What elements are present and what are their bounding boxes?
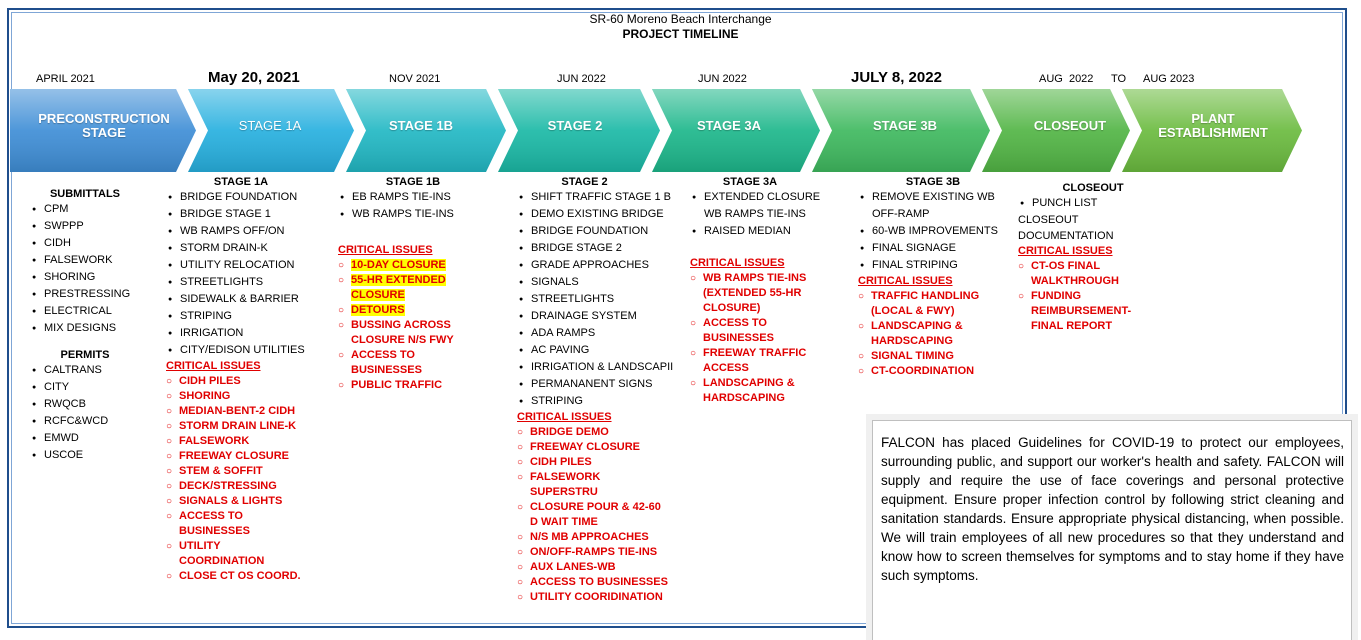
list-item: ○ LANDSCAPING & HARDSCAPING bbox=[858, 319, 988, 349]
list-item: ● FINAL STRIPING bbox=[858, 257, 998, 274]
list-item: ● SIDEWALK & BARRIER bbox=[166, 291, 326, 308]
stage-label-line: STAGE 3B bbox=[872, 118, 938, 133]
stage-label-line: PLANT bbox=[1191, 111, 1235, 126]
list-item: ● SHORING bbox=[30, 269, 170, 286]
date-july-8-2022: JULY 8, 2022 bbox=[851, 69, 942, 86]
list-item: ● IRRIGATION bbox=[166, 325, 326, 342]
permits-title: PERMITS bbox=[60, 349, 110, 361]
date-nov-2021: NOV 2021 bbox=[389, 73, 441, 85]
stage-label-2 bbox=[510, 119, 640, 133]
list-item: ○ ACCESS TO BUSINESSES bbox=[166, 509, 301, 539]
stage-2-critical-list bbox=[517, 425, 669, 605]
column-stage-1b bbox=[338, 176, 498, 393]
list-item: ○ FREEWAY CLOSURE bbox=[166, 449, 301, 464]
covid-note-text: FALCON has placed Guidelines for COVID-19 to protect our employees, surrounding public, and support our worker's health and safety. FALCON will supply and require the use of face coverings and personal protective equipment. Ensure proper infection control by following strict cleaning and sanitation standards. Ensure appropriate physical distancing, when possible. We will train employees of all new procedures so that they understand and know how to screen themselves for symptoms and to stay home if they have such symptoms. bbox=[881, 435, 1344, 583]
date-to: TO bbox=[1111, 73, 1127, 85]
list-item: ○ FREEWAY CLOSURE bbox=[517, 440, 669, 455]
list-item: ○ MEDIAN-BENT-2 CIDH bbox=[166, 404, 301, 419]
list-item: ● STRIPING bbox=[166, 308, 326, 325]
list-item: ○ STORM DRAIN LINE-K bbox=[166, 419, 301, 434]
stage-label-line: STAGE 1B bbox=[388, 118, 454, 133]
list-item: ○ BRIDGE DEMO bbox=[517, 425, 669, 440]
list-item: ● SIGNALS bbox=[517, 274, 677, 291]
list-item: ● 60-WB IMPROVEMENTS bbox=[858, 223, 998, 240]
list-item: ● SWPPP bbox=[30, 218, 170, 235]
list-item: ● BRIDGE STAGE 2 bbox=[517, 240, 677, 257]
project-name: SR-60 Moreno Beach Interchange bbox=[589, 12, 772, 26]
permits-list bbox=[30, 362, 170, 464]
list-item: ○ WB RAMPS TIE-INS (EXTENDED 55-HR CLOSURE) bbox=[690, 271, 820, 316]
list-item: ○ ACCESS TO BUSINESSES bbox=[517, 575, 669, 590]
list-item: ● EB RAMPS TIE-INS bbox=[338, 189, 498, 206]
stage-label-line: ESTABLISHMENT bbox=[1158, 125, 1268, 140]
stage-1a-title: STAGE 1A bbox=[213, 176, 269, 188]
list-item: ● RWQCB bbox=[30, 396, 170, 413]
list-item: ● CALTRANS bbox=[30, 362, 170, 379]
stage-label-line: STAGE 3A bbox=[696, 118, 762, 133]
column-stage-3b bbox=[858, 176, 1018, 379]
list-item: ● RCFC&WCD bbox=[30, 413, 170, 430]
submittals-title: SUBMITTALS bbox=[49, 188, 121, 200]
list-item: ○ CT-OS FINAL WALKTHROUGH bbox=[1018, 259, 1128, 289]
stage-label-preconstruction bbox=[14, 112, 194, 140]
stage-3b-title: STAGE 3B bbox=[905, 176, 961, 188]
stage-label-1b bbox=[356, 119, 486, 133]
stage-label-line: STAGE bbox=[82, 125, 126, 140]
list-item bbox=[338, 303, 453, 318]
date-may-20-2021: May 20, 2021 bbox=[208, 69, 300, 86]
list-item: ● ADA RAMPS bbox=[517, 325, 677, 342]
stage-1b-list bbox=[338, 189, 498, 223]
submittals-list bbox=[30, 201, 170, 337]
list-item: ○ SHORING bbox=[166, 389, 301, 404]
list-item: ● CITY bbox=[30, 379, 170, 396]
list-item: ○ FALSEWORK bbox=[166, 434, 301, 449]
list-item: ○ DECK/STRESSING bbox=[166, 479, 301, 494]
column-stage-2 bbox=[517, 176, 677, 605]
list-item: ○ ACCESS TO BUSINESSES bbox=[690, 316, 820, 346]
column-preconstruction bbox=[30, 188, 170, 464]
stage-1b-title: STAGE 1B bbox=[385, 176, 441, 188]
stage-3a-list bbox=[690, 189, 840, 240]
stage-3a-critical-list bbox=[690, 271, 820, 406]
list-item: ○ UTILITY COORIDINATION bbox=[517, 590, 669, 605]
list-item: ○ CIDH PILES bbox=[166, 374, 301, 389]
stage-1a-critical-list bbox=[166, 374, 301, 569]
list-item: ● REMOVE EXISTING WB OFF-RAMP bbox=[858, 189, 998, 223]
list-item: ○ ON/OFF-RAMPS TIE-INS bbox=[517, 545, 669, 560]
list-item: ● EXTENDED CLOSURE WB RAMPS TIE-INS bbox=[690, 189, 840, 223]
stage-label-plant bbox=[1143, 112, 1283, 140]
list-item: ● PRESTRESSING bbox=[30, 286, 170, 303]
list-item: ● ELECTRICAL bbox=[30, 303, 170, 320]
list-item: ● CIDH bbox=[30, 235, 170, 252]
list-item: ○ FUNDING REIMBURSEMENT-FINAL REPORT bbox=[1018, 289, 1128, 334]
list-item: ○ BUSSING ACROSS CLOSURE N/S FWY bbox=[338, 318, 468, 348]
date-aug-2023: AUG 2023 bbox=[1143, 73, 1195, 85]
stage-3b-critical-list bbox=[858, 289, 988, 379]
list-item: ● SHIFT TRAFFIC STAGE 1 B bbox=[517, 189, 677, 206]
list-item: ○ CT-COORDINATION bbox=[858, 364, 988, 379]
highlighted-text: 55-HR EXTENDED CLOSURE bbox=[351, 274, 446, 301]
list-item: ● STREETLIGHTS bbox=[517, 291, 677, 308]
list-item: ○ ACCESS TO BUSINESSES bbox=[338, 348, 468, 378]
column-stage-3a bbox=[690, 176, 850, 406]
stage-2-list bbox=[517, 189, 677, 410]
stage-label-line: CLOSEOUT bbox=[1033, 118, 1107, 133]
stage-label-line: STAGE 1A bbox=[238, 118, 302, 133]
list-item: ● BRIDGE FOUNDATION bbox=[517, 223, 677, 240]
stage-label-closeout bbox=[1005, 119, 1135, 133]
closeout-plain-list bbox=[1018, 212, 1168, 244]
date-jun-2022-a: JUN 2022 bbox=[557, 73, 606, 85]
list-item: ● WB RAMPS OFF/ON bbox=[166, 223, 326, 240]
stage-3a-critical-title: CRITICAL ISSUES bbox=[690, 257, 785, 269]
stage-1a-list bbox=[166, 189, 326, 359]
list-item: ● PERMANANENT SIGNS bbox=[517, 376, 677, 393]
closeout-critical-list bbox=[1018, 259, 1132, 334]
list-item: ● BRIDGE FOUNDATION bbox=[166, 189, 326, 206]
list-item: ● DEMO EXISTING BRIDGE bbox=[517, 206, 677, 223]
closeout-title: CLOSEOUT bbox=[1062, 182, 1124, 194]
list-item: ● UTILITY RELOCATION bbox=[166, 257, 326, 274]
list-item: ● FALSEWORK bbox=[30, 252, 170, 269]
list-item: ● USCOE bbox=[30, 447, 170, 464]
stage-1b-critical-highlighted bbox=[338, 258, 453, 318]
list-item bbox=[338, 273, 453, 303]
date-april-2021: APRIL 2021 bbox=[36, 73, 95, 85]
stage-1b-critical-title: CRITICAL ISSUES bbox=[338, 244, 433, 256]
list-item: CLOSEOUT bbox=[1018, 214, 1079, 226]
list-item: ○ UTILITY COORDINATION bbox=[166, 539, 301, 569]
stage-3b-list bbox=[858, 189, 998, 274]
stage-1b-critical-list bbox=[338, 318, 468, 393]
stage-1a-critical-list-tail bbox=[166, 569, 326, 584]
page-title: PROJECT TIMELINE bbox=[622, 27, 739, 41]
list-item: ○ CLOSURE POUR & 42-60 D WAIT TIME bbox=[517, 500, 669, 530]
closeout-critical-title: CRITICAL ISSUES bbox=[1018, 245, 1113, 257]
list-item: ● EMWD bbox=[30, 430, 170, 447]
list-item: ● BRIDGE STAGE 1 bbox=[166, 206, 326, 223]
stage-label-3a bbox=[664, 119, 794, 133]
column-stage-1a bbox=[166, 176, 326, 584]
list-item: ○ SIGNAL TIMING bbox=[858, 349, 988, 364]
stage-3b-critical-title: CRITICAL ISSUES bbox=[858, 275, 953, 287]
stage-1a-critical-title: CRITICAL ISSUES bbox=[166, 360, 261, 372]
stage-2-critical-title: CRITICAL ISSUES bbox=[517, 411, 612, 423]
list-item: ○ FALSEWORK SUPERSTRU bbox=[517, 470, 669, 500]
list-item: ● STRIPING bbox=[517, 393, 677, 410]
highlighted-text: 10-DAY CLOSURE bbox=[351, 259, 446, 271]
list-item: ○ PUBLIC TRAFFIC bbox=[338, 378, 468, 393]
list-item: ○ FREEWAY TRAFFIC ACCESS bbox=[690, 346, 820, 376]
list-item: ● PUNCH LIST bbox=[1018, 195, 1168, 212]
list-item: ○ STEM & SOFFIT bbox=[166, 464, 301, 479]
list-item: ● GRADE APPROACHES bbox=[517, 257, 677, 274]
list-item: ● WB RAMPS TIE-INS bbox=[338, 206, 498, 223]
date-jun-2022-b: JUN 2022 bbox=[698, 73, 747, 85]
list-item: ● DRAINAGE SYSTEM bbox=[517, 308, 677, 325]
list-item: ● AC PAVING bbox=[517, 342, 677, 359]
stage-label-line: STAGE 2 bbox=[547, 118, 603, 133]
list-item: ○ CIDH PILES bbox=[517, 455, 669, 470]
list-item: ● IRRIGATION & LANDSCAPII bbox=[517, 359, 677, 376]
list-item: ● MIX DESIGNS bbox=[30, 320, 170, 337]
list-item: ● CITY/EDISON UTILITIES bbox=[166, 342, 326, 359]
list-item: ● STORM DRAIN-K bbox=[166, 240, 326, 257]
covid-note-box bbox=[872, 420, 1352, 640]
stage-2-title: STAGE 2 bbox=[561, 176, 608, 188]
date-aug-2022: AUG 2022 bbox=[1039, 73, 1094, 85]
list-item: ● STREETLIGHTS bbox=[166, 274, 326, 291]
stage-label-3b bbox=[840, 119, 970, 133]
column-closeout bbox=[1018, 182, 1168, 334]
list-item: ○ LANDSCAPING & HARDSCAPING bbox=[690, 376, 820, 406]
list-item: ○ TRAFFIC HANDLING (LOCAL & FWY) bbox=[858, 289, 988, 319]
stage-3a-title: STAGE 3A bbox=[722, 176, 778, 188]
highlighted-text: DETOURS bbox=[351, 304, 405, 316]
list-item: DOCUMENTATION bbox=[1018, 230, 1114, 242]
list-item: ○ CLOSE CT OS COORD. bbox=[166, 569, 326, 584]
closeout-list bbox=[1018, 195, 1168, 212]
list-item bbox=[338, 258, 453, 273]
list-item: ○ AUX LANES-WB bbox=[517, 560, 669, 575]
stage-arrows bbox=[0, 0, 1361, 180]
list-item: ○ N/S MB APPROACHES bbox=[517, 530, 669, 545]
list-item: ● RAISED MEDIAN bbox=[690, 223, 840, 240]
list-item: ● CPM bbox=[30, 201, 170, 218]
list-item: ● FINAL SIGNAGE bbox=[858, 240, 998, 257]
list-item: ○ SIGNALS & LIGHTS bbox=[166, 494, 301, 509]
stage-label-line: PRECONSTRUCTION bbox=[38, 111, 170, 126]
stage-label-1a bbox=[205, 119, 335, 133]
